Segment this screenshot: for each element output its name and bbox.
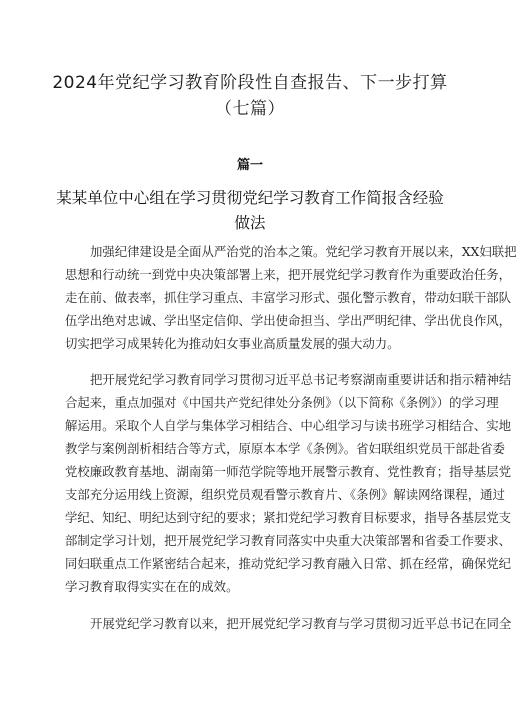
paragraph-2-line-1: 把开展党纪学习教育同学习贯彻习近平总书记考察湖南重要讲话和指示精神结 <box>90 372 512 387</box>
document-title-line-1: 2024年党纪学习教育阶段性自查报告、下一步打算 <box>52 73 448 93</box>
paragraph-1-line-2: 思想和行动统一到党中央决策部署上来，把开展党纪学习教育作为重要政治任务， <box>65 267 512 282</box>
paragraph-2-line-4: 教学与案例剖析相结合等方式，原原本本学《条例》。省妇联组织党员干部赴省委 <box>65 441 505 456</box>
paragraph-2-line-9: 同妇联重点工作紧密结合起来，推动党纪学习教育融入日常、抓在经常，确保党纪 <box>65 556 512 571</box>
paragraph-1-line-1: 加强纪律建设是全面从严治党的治本之策。党纪学习教育开展以来，XX妇联把 <box>90 244 517 259</box>
paragraph-2-line-8: 部制定学习计划，把开展党纪学习教育同落实中央重大决策部署和省委工作要求、 <box>65 533 512 548</box>
paragraph-2-line-6: 支部充分运用线上资源，组织党员观看警示教育片、《条例》解读网络课程，通过 <box>65 487 505 502</box>
paragraph-2-line-2: 合起来，重点加强对《中国共产党纪律处分条例》（以下简称《条例》）的学习理 <box>65 395 499 410</box>
section-label: 篇一 <box>236 158 263 173</box>
section-subtitle-line-2: 做法 <box>234 214 266 232</box>
paragraph-2-line-10: 学习教育取得实实在在的成效。 <box>65 579 239 594</box>
paragraph-1-line-4: 伍学出绝对忠诚、学出坚定信仰、学出使命担当、学出严明纪律、学出优良作风， <box>65 313 512 328</box>
paragraph-1-line-5: 切实把学习成果转化为推动妇女事业高质量发展的强大动力。 <box>65 336 400 351</box>
document-title-line-2: （七篇） <box>215 99 285 119</box>
section-subtitle-line-1: 某某单位中心组在学习贯彻党纪学习教育工作简报含经验 <box>56 189 444 207</box>
paragraph-2-line-7: 学纪、知纪、明纪达到守纪的要求；紧扣党纪学习教育目标要求，指导各基层党支 <box>65 510 512 525</box>
paragraph-2-line-3: 解运用。采取个人自学与集体学习相结合、中心组学习与读书班学习相结合、实地 <box>65 418 512 433</box>
paragraph-2-line-5: 党校廉政教育基地、湖南第一师范学院等地开展警示教育、党性教育；指导基层党 <box>65 464 512 479</box>
paragraph-3-line-1: 开展党纪学习教育以来，把开展党纪学习教育与学习贯彻习近平总书记在同全 <box>90 616 512 631</box>
paragraph-1-line-3: 走在前、做表率，抓住学习重点、丰富学习形式、强化警示教育，带动妇联干部队 <box>65 290 512 305</box>
